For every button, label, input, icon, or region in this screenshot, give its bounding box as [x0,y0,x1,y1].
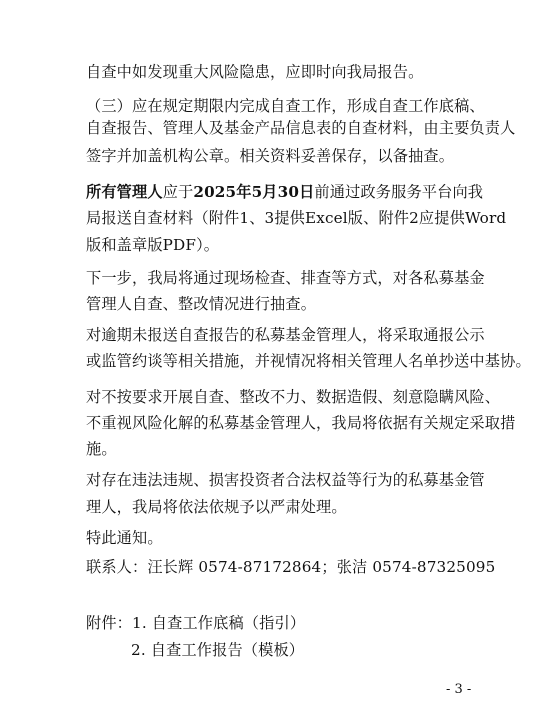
paragraph-line: 管理人自查、整改情况进行抽查。 [86,295,317,313]
deadline-subject: 所有管理人 [86,183,163,201]
page-number: - 3 - [446,682,472,697]
paragraph-line: 不重视风险化解的私募基金管理人，我局将依据有关规定采取措 [86,414,516,432]
paragraph-line: 理人，我局将依法依规予以严肃处理。 [86,498,347,516]
paragraph-line: 施。 [86,440,117,458]
paragraph-line: 签字并加盖机构公章。相关资料妥善保存，以备抽查。 [86,147,455,165]
deadline-rest: 前通过政务服务平台向我 [314,183,484,201]
attachment-line: 2. 自查工作报告（模板） [131,641,305,659]
paragraph-line: （三）应在规定期限内完成自查工作，形成自查工作底稿、 [86,97,485,115]
paragraph-line: 自查中如发现重大风险隐患，应即时向我局报告。 [86,63,424,81]
paragraph-line: 自查报告、管理人及基金产品信息表的自查材料，由主要负责人 [86,119,516,137]
deadline-date: 2025年5月30日 [193,183,315,201]
paragraph-line: 版和盖章版PDF）。 [86,236,220,254]
deadline-line [86,182,483,202]
contact-line: 联系人：汪长辉 0574-87172864；张洁 0574-87325095 [86,558,496,576]
paragraph-line: 对存在违法违规、损害投资者合法权益等行为的私募基金管 [86,471,485,489]
paragraph-line: 对不按要求开展自查、整改不力、数据造假、刻意隐瞒风险、 [86,388,501,406]
closing-line: 特此通知。 [86,529,163,547]
paragraph-line: 下一步，我局将通过现场检查、排查等方式，对各私募基金 [86,269,485,287]
deadline-verb: 应于 [162,183,194,201]
paragraph-line: 局报送自查材料（附件1、3提供Excel版、附件2应提供Word [86,209,507,227]
paragraph-line: 或监管约谈等相关措施，并视情况将相关管理人名单抄送中基协。 [86,352,531,370]
paragraph-line: 对逾期未报送自查报告的私募基金管理人，将采取通报公示 [86,326,485,344]
attachment-line: 附件：1. 自查工作底稿（指引） [86,614,306,632]
